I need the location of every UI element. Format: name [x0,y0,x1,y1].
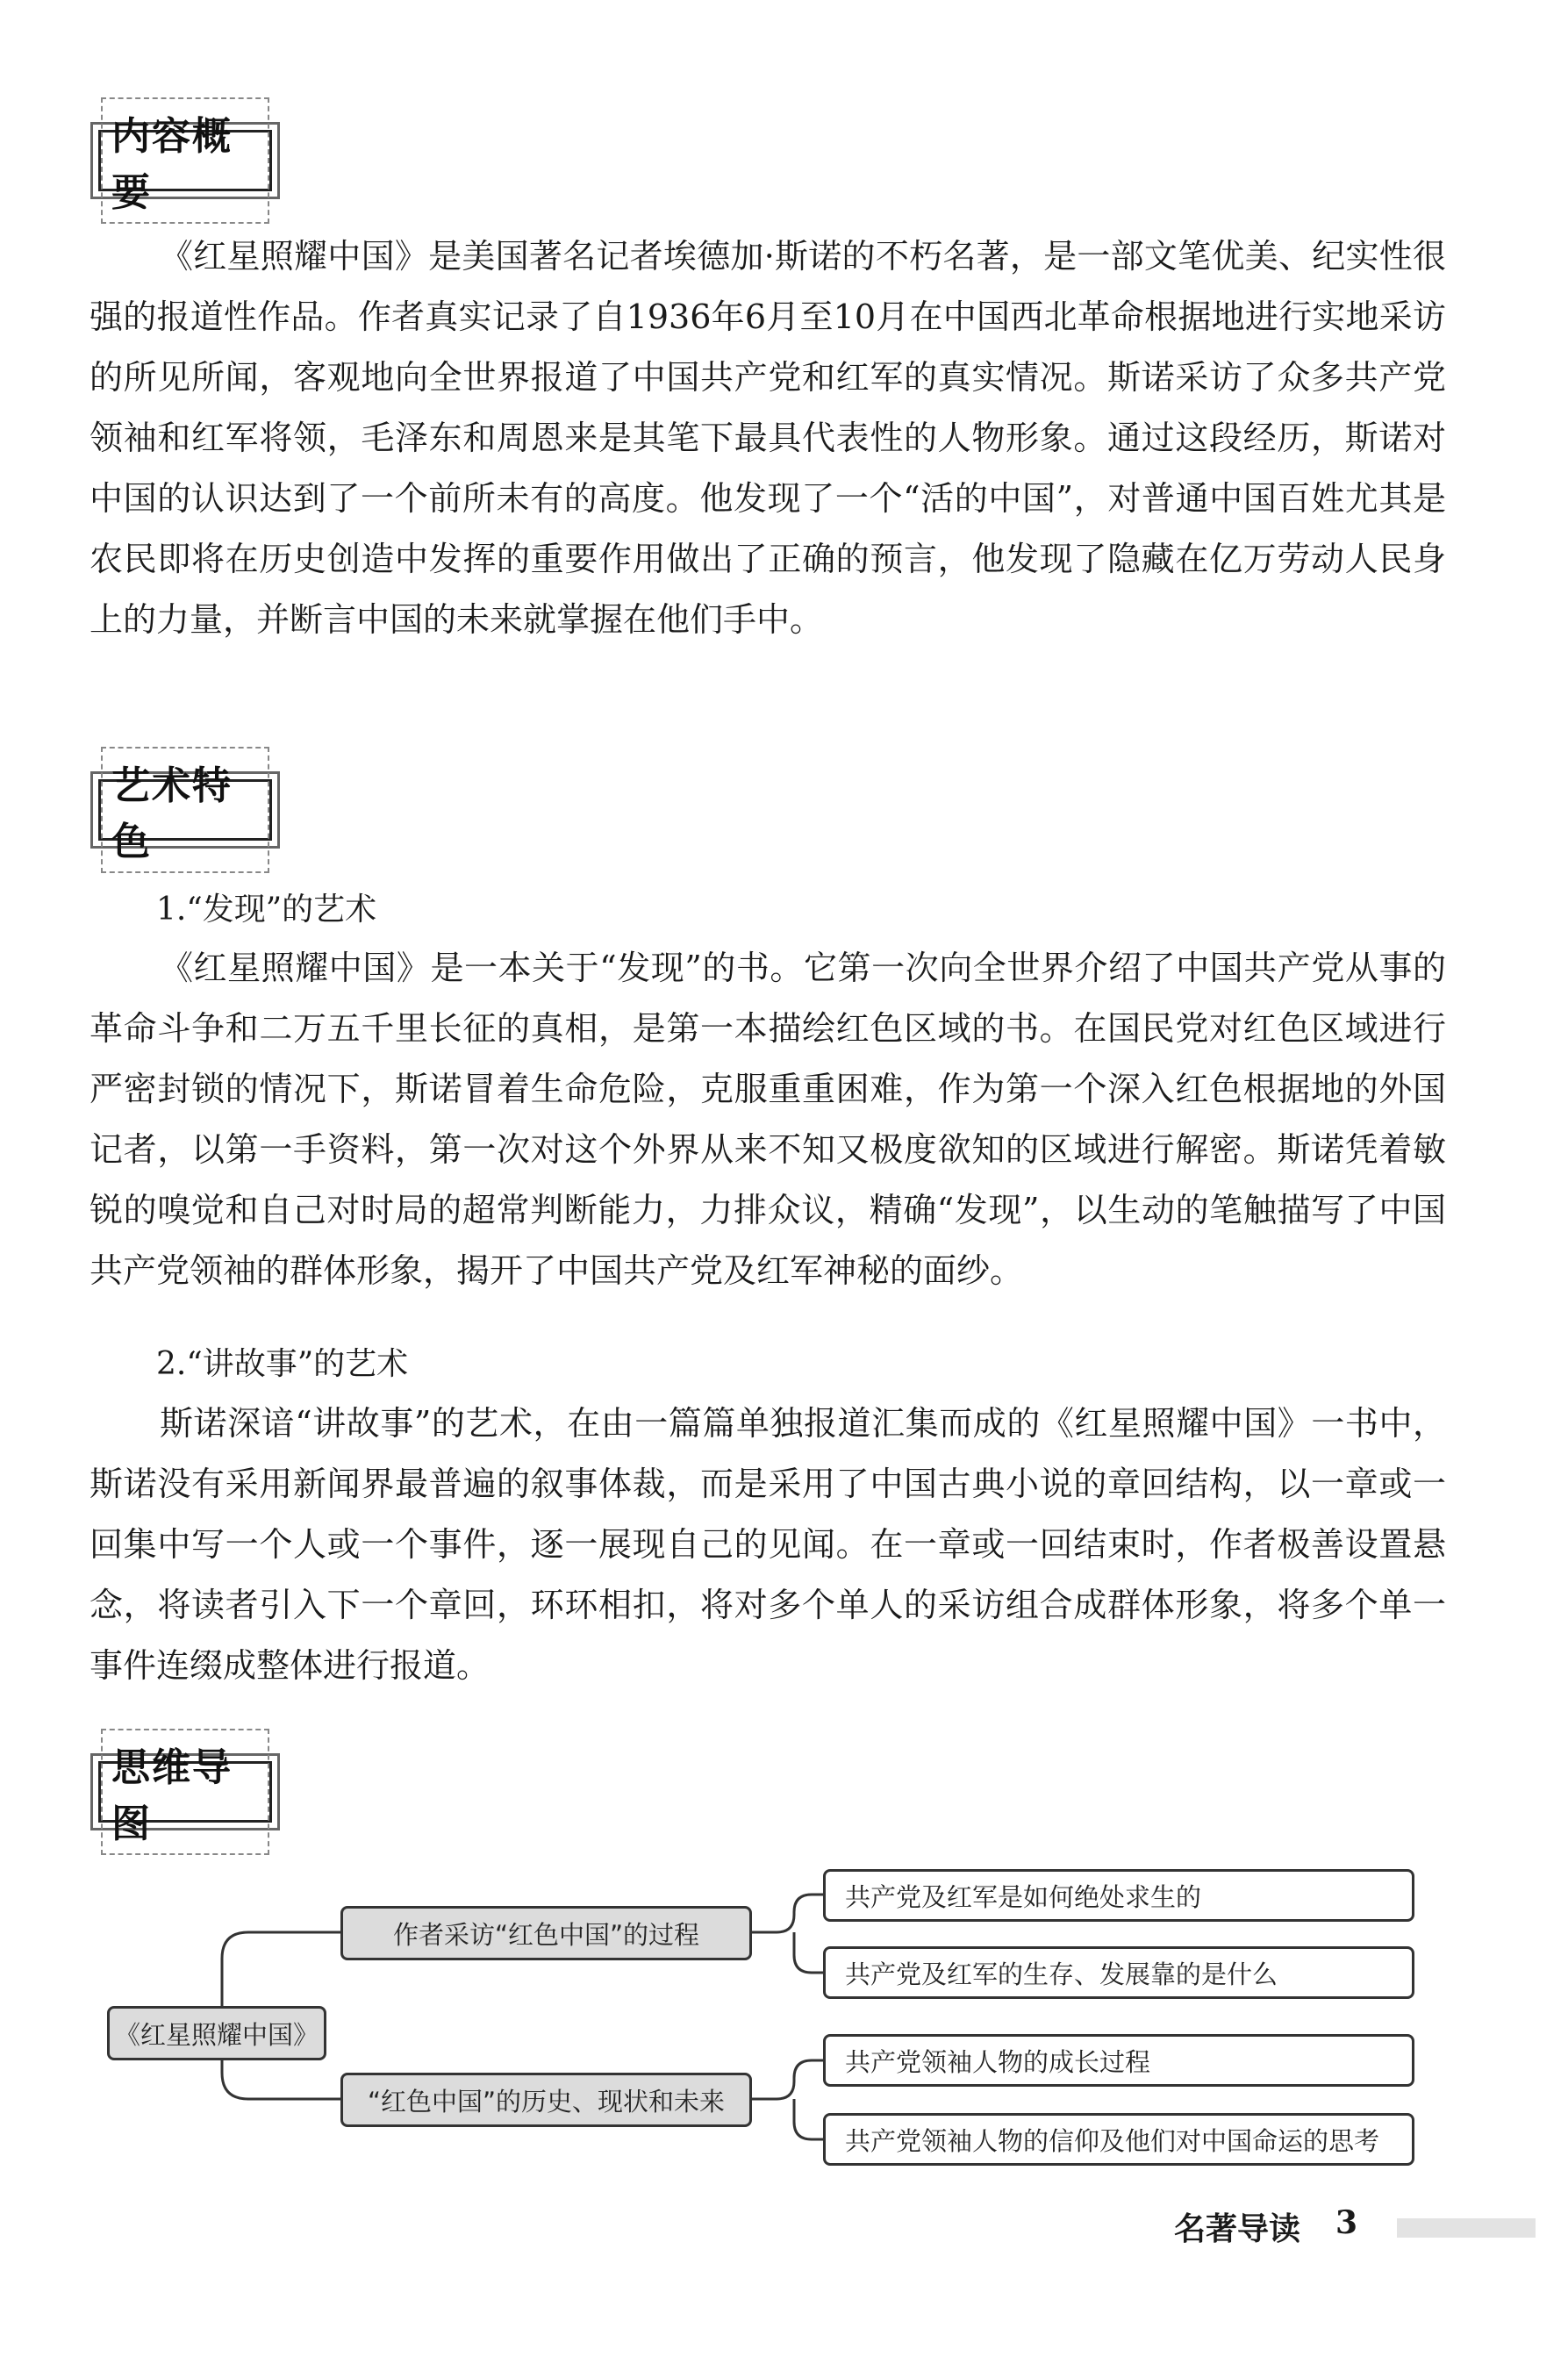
mindmap-root-node [107,2006,326,2060]
connector-branch2-leaf2 [794,2099,823,2139]
mindmap-branch1-leaf2-label: 共产党及红军的生存、发展靠的是什么 [845,1959,1278,1989]
section-title-art [98,763,272,864]
mindmap-branch2-label: “红色中国”的历史、现状和未来 [367,2086,726,2117]
mindmap-branch1-leaf2-node [823,1946,1414,1999]
art-item1-title: 1.“发现”的艺术 [156,892,377,928]
art-item2-paragraph: 斯诺深谙“讲故事”的艺术，在由一篇篇单独报道汇集而成的《红星照耀中国》一书中，斯诺没有采用新闻界最普遍的叙事体裁，而是采用了中国古典小说的章回结构，以一章或一回集中写一个人或一个事件，逐一展现自己的见闻。在一章或一回结束时，作者极善设置悬念，将读者引入下一个章回，环环相扣，将对多个单人的采访组合成群体形象，将多个单一事件连缀成整体进行报道。 [89,1404,1446,1685]
mindmap-root-label: 《红星照耀中国》 [114,2019,319,2050]
section-title-art-text: 艺术特色 [101,747,269,873]
mindmap-branch2-leaf2-label: 共产党领袖人物的信仰及他们对中国命运的思考 [845,2125,1380,2156]
footer-page-number: 3 [1335,2204,1358,2241]
summary-paragraph: 《红星照耀中国》是美国著名记者埃德加·斯诺的不朽名著，是一部文笔优美、纪实性很强的报道性作品。作者真实记录了自1936年6月至10月在中国西北革命根据地进行实地采访的所见所闻，客观地向全世界报道了中国共产党和红军的真实情况。斯诺采访了众多共产党领袖和红军将领，毛泽东和周恩来是其笔下最具代表性的人物形象。通过这段经历，斯诺对中国的认识达到了一个前所未有的高度。他发现了一个“活的中国”，对普通中国百姓尤其是农民即将在历史创造中发挥的重要作用做出了正确的预言，他发现了隐藏在亿万劳动人民身上的力量，并断言中国的未来就掌握在他们手中。 [89,237,1446,639]
mindmap-branch2-leaf1-label: 共产党领袖人物的成长过程 [845,2046,1151,2077]
section-title-mindmap [98,1745,272,1846]
section-title-mindmap-text: 思维导图 [101,1729,269,1855]
footer-decorative-bar [1397,2218,1536,2238]
mindmap-branch2-node [340,2073,752,2127]
section-title-summary-text: 内容概要 [101,97,269,224]
art-item1-paragraph: 《红星照耀中国》是一本关于“发现”的书。它第一次向全世界介绍了中国共产党从事的革命斗争和二万五千里长征的真相，是第一本描绘红色区域的书。在国民党对红色区域进行严密封锁的情况下，斯诺冒着生命危险，克服重重困难，作为第一个深入红色根据地的外国记者，以第一手资料，第一次对这个外界从来不知又极度欲知的区域进行解密。斯诺凭着敏锐的嗅觉和自己对时局的超常判断能力，力排众议，精确“发现”，以生动的笔触描写了中国共产党领袖的群体形象，揭开了中国共产党及红军神秘的面纱。 [89,949,1446,1290]
mindmap-branch1-leaf1-node [823,1869,1414,1922]
connector-branch2-leaf1 [752,2060,823,2099]
section-title-summary [98,114,272,215]
connector-branch1-leaf2 [794,1932,823,1973]
mindmap-branch1-label: 作者采访“红色中国”的过程 [392,1919,700,1950]
connector-branch1-leaf1 [752,1895,823,1932]
mindmap-branch1-node [340,1906,752,1960]
mindmap-branch1-leaf1-label: 共产党及红军是如何绝处求生的 [845,1881,1202,1912]
footer-book-title: 名著导读 [1174,2211,1301,2247]
art-item2-title: 2.“讲故事”的艺术 [156,1346,409,1382]
mindmap-branch2-leaf1-node [823,2034,1414,2087]
mindmap-branch2-leaf2-node [823,2113,1414,2166]
